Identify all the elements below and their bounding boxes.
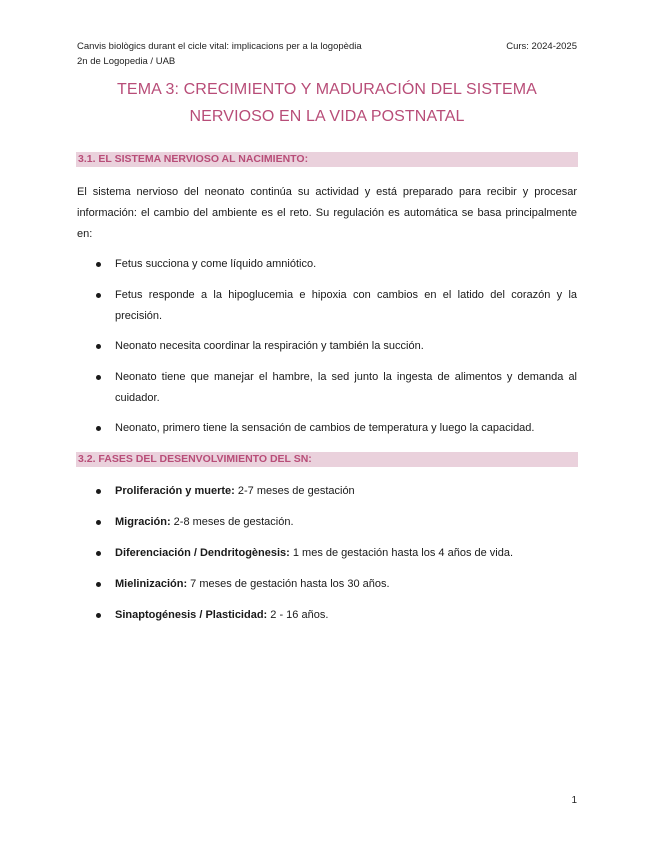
section-intro-paragraph: El sistema nervioso del neonato continúa su actividad y está preparado para recibir y procesar información: el cambio del ambiente es el reto. Su regulación es automática se basa principalmente en: <box>77 186 577 240</box>
phase-term: Mielinización: <box>115 578 188 590</box>
list-item <box>77 418 577 439</box>
bullet-icon <box>96 426 101 431</box>
list-item <box>77 336 577 357</box>
page-number: 1 <box>571 795 577 806</box>
title-line-2: NERVIOSO EN LA VIDA POSTNATAL <box>189 108 465 125</box>
page-header-left <box>77 39 362 69</box>
phase-text: 2 - 16 años. <box>267 609 329 621</box>
list-item <box>77 605 577 626</box>
list-item-text: Fetus succiona y come líquido amniótico. <box>115 258 317 270</box>
bullet-icon <box>96 520 101 525</box>
list-item-text: Neonato necesita coordinar la respiración y también la succión. <box>115 340 424 352</box>
bullet-icon <box>96 375 101 380</box>
bullet-icon <box>96 582 101 587</box>
phase-text: 1 mes de gestación hasta los 4 años de vida. <box>289 547 514 559</box>
title-line-1: TEMA 3: CRECIMIENTO Y MADURACIÓN DEL SISTEMA <box>117 81 537 98</box>
bullet-icon <box>96 293 101 298</box>
bullet-icon <box>96 344 101 349</box>
list-item <box>77 512 577 533</box>
phase-text: 7 meses de gestación hasta los 30 años. <box>187 578 390 590</box>
course-title: Canvis biològics durant el cicle vital: implicacions per a la logopèdia <box>77 41 362 52</box>
list-item-text: Neonato tiene que manejar el hambre, la sed junto la ingesta de alimentos y demanda al cuidador. <box>115 371 577 404</box>
section-heading-3-1: 3.1. EL SISTEMA NERVIOSO AL NACIMIENTO: <box>76 152 578 167</box>
list-item-text: Neonato, primero tiene la sensación de cambios de temperatura y luego la capacidad. <box>115 422 535 434</box>
document-title <box>77 76 577 130</box>
bullet-icon <box>96 262 101 267</box>
list-item <box>77 574 577 595</box>
program-label: 2n de Logopedia / UAB <box>77 56 176 67</box>
bullet-icon <box>96 613 101 618</box>
bullet-icon <box>96 489 101 494</box>
phase-term: Migración: <box>115 516 171 528</box>
list-item <box>77 367 577 409</box>
list-item <box>77 254 577 275</box>
phase-text: 2-8 meses de gestación. <box>170 516 294 528</box>
list-item <box>77 285 577 327</box>
phase-text: 2-7 meses de gestación <box>234 485 355 497</box>
list-item-text: Fetus responde a la hipoglucemia e hipoxia con cambios en el latido del corazón y la precisión. <box>115 289 577 322</box>
list-item <box>77 543 577 564</box>
list-item <box>77 481 577 502</box>
phase-term: Proliferación y muerte: <box>115 485 235 497</box>
phase-term: Diferenciación / Dendritogènesis: <box>115 547 290 559</box>
phase-term: Sinaptogénesis / Plasticidad: <box>115 609 268 621</box>
bullet-icon <box>96 551 101 556</box>
section-heading-3-2: 3.2. FASES DEL DESENVOLVIMIENTO DEL SN: <box>76 452 578 467</box>
course-year: Curs: 2024-2025 <box>506 41 577 52</box>
